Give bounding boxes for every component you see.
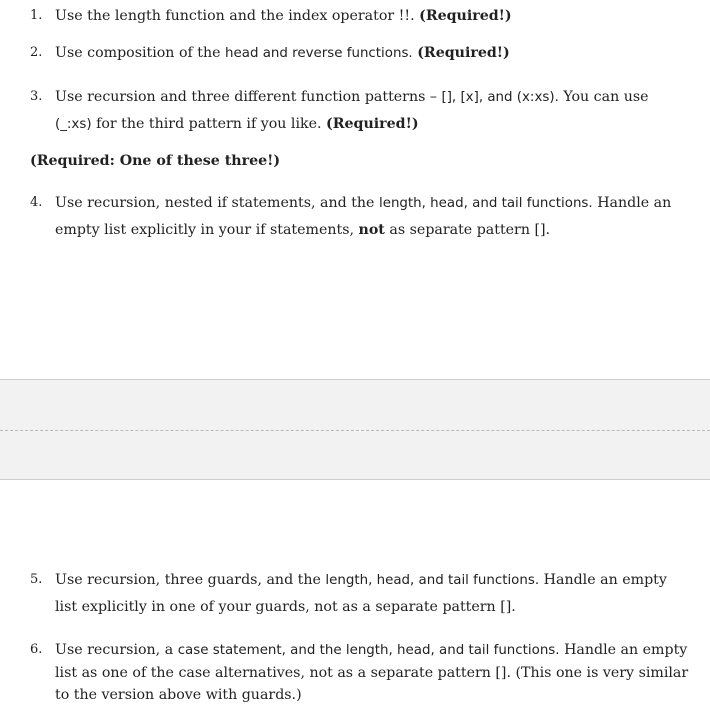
item-number: 2.	[30, 45, 43, 60]
item-text: Use recursion and three different function patterns – [], [x], and (x:xs). You can use (_:xs) for the third pattern if you like. (Required!)	[55, 89, 649, 132]
item-text: Use recursion, three guards, and the length, head, and tail functions. Handle an empty list explicitly in one of your guards, not as a separate pattern [].	[55, 572, 667, 615]
required-label: (Required!)	[417, 45, 510, 61]
page-separator	[0, 379, 710, 480]
item-number: 1.	[30, 8, 43, 23]
item-text: Use composition of the head and reverse functions. (Required!)	[55, 45, 510, 61]
item-text: Use the length function and the index operator !!. (Required!)	[55, 8, 512, 24]
list-item-1	[30, 3, 690, 29]
required-label: (Required!)	[326, 116, 419, 132]
list-item-4	[30, 190, 690, 243]
item-text: Use recursion, a case statement, and the length, head, and tail functions. Handle an empty list as one of the case alternatives, not as a separate pattern []. (This one is very similar to the version above with guards.)	[55, 642, 689, 703]
list-item-2	[30, 40, 690, 67]
list-item-3	[30, 84, 690, 138]
item-text: Use recursion, nested if statements, and the length, head, and tail functions. Handle an empty list explicitly in your if statements, not as separate pattern [].	[55, 195, 672, 238]
required-label: (Required!)	[419, 8, 512, 24]
item-number: 4.	[30, 195, 43, 210]
page-break-line	[0, 430, 710, 431]
item-number: 3.	[30, 89, 43, 104]
item-number: 6.	[30, 642, 43, 657]
required-note: (Required: One of these three!)	[30, 153, 281, 169]
item-number: 5.	[30, 572, 43, 587]
list-item-5	[30, 567, 690, 620]
list-item-6	[30, 637, 690, 706]
